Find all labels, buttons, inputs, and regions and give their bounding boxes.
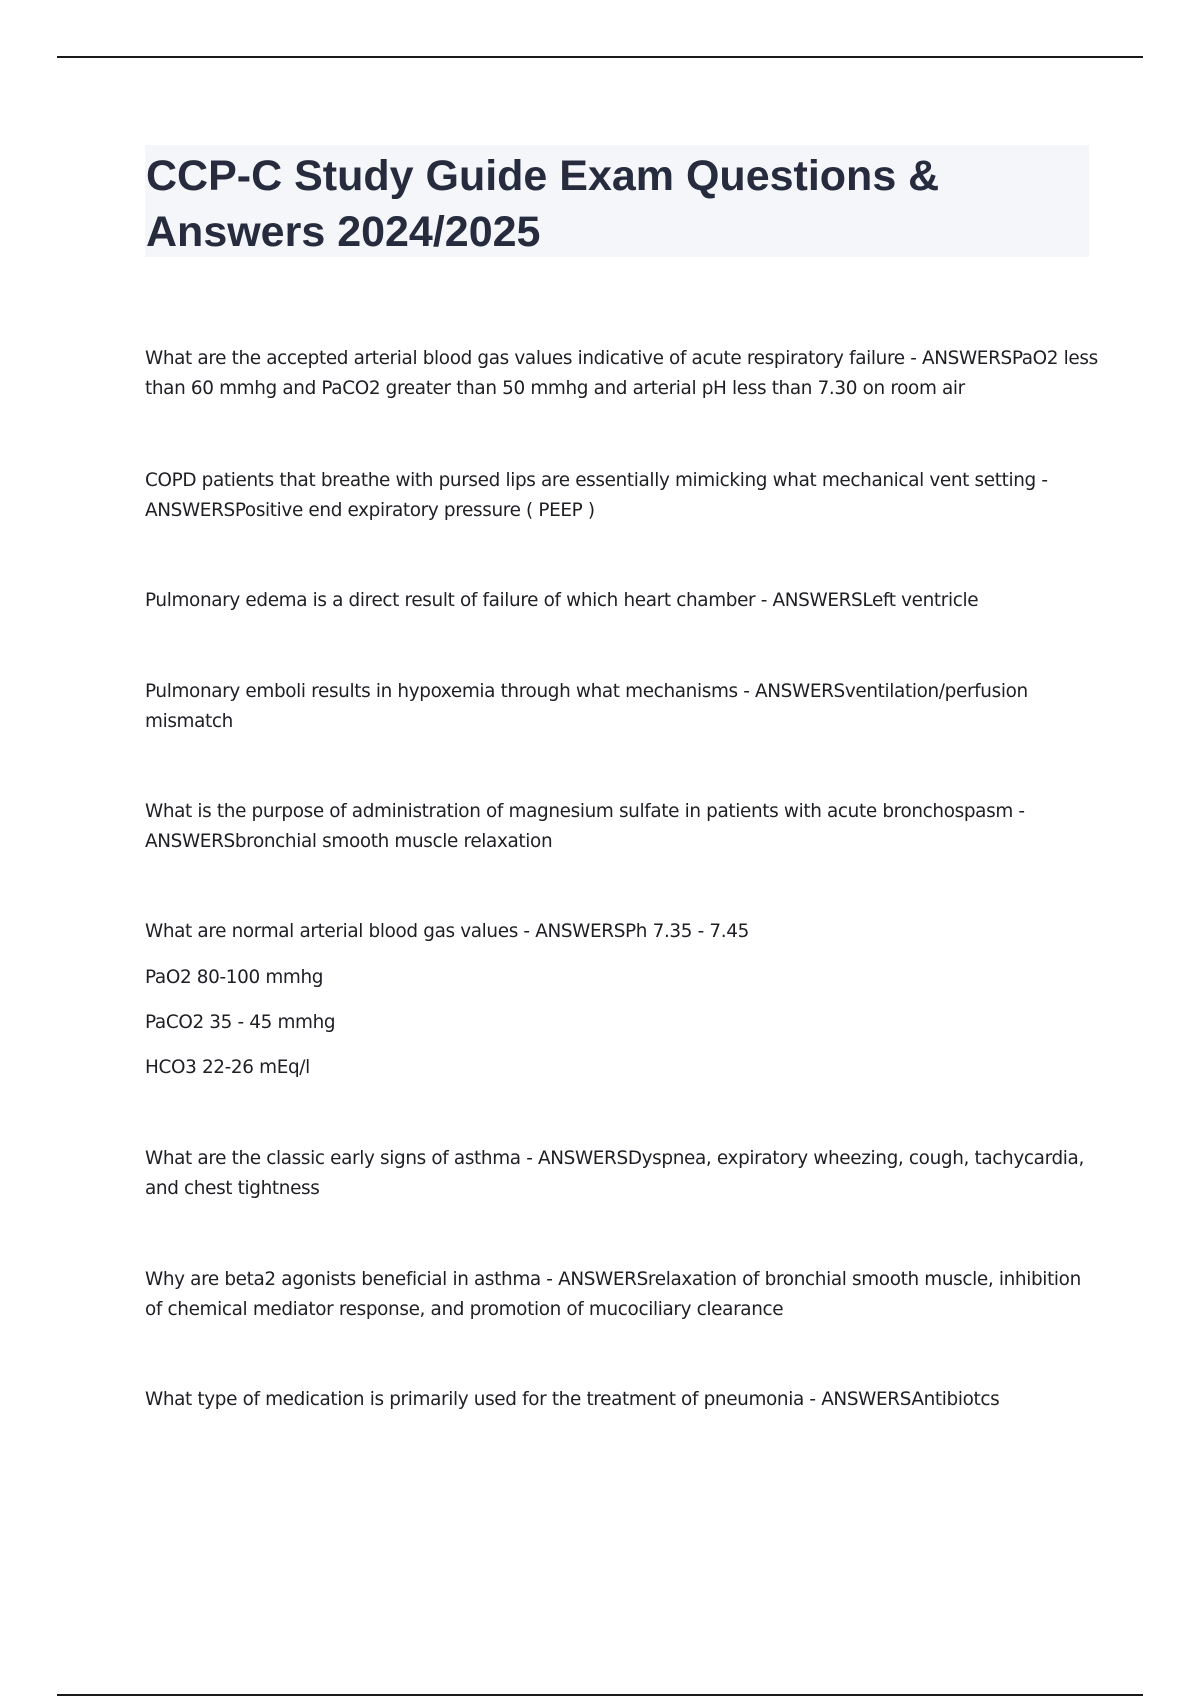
qa-item-8: [145, 1265, 1100, 1325]
qa-item-7: [145, 1144, 1100, 1204]
answer-marker: - ANSWERS: [540, 1269, 648, 1290]
answer-text: bronchial smooth muscle relaxation: [234, 831, 553, 852]
page-title: CCP-C Study Guide Exam Questions & Answers 2024/2025: [146, 152, 940, 256]
abg-line-pao2: PaO2 80-100 mmhg: [145, 967, 324, 988]
qa-item-2: [145, 466, 1100, 526]
answer-marker: - ANSWERS: [145, 470, 1054, 521]
answer-text: Ph 7.35 - 7.45: [625, 921, 749, 942]
bottom-rule: [57, 1694, 1143, 1696]
answer-marker: - ANSWERS: [803, 1389, 912, 1410]
question-text: What are normal arterial blood gas values: [145, 921, 518, 942]
question-text: COPD patients that breathe with pursed lips are essentially mimicking what mechanical vent setting: [145, 470, 1036, 491]
abg-line-hco3: HCO3 22-26 mEq/l: [145, 1057, 310, 1078]
answer-marker: - ANSWERS: [520, 1148, 628, 1169]
abg-line-paco2: PaCO2 35 - 45 mmhg: [145, 1012, 336, 1033]
qa-item-1: [145, 344, 1104, 404]
answer-text: ventilation/perfusion mismatch: [145, 681, 1034, 732]
question-text: What is the purpose of administration of magnesium sulfate in patients with acute bronchospasm: [145, 801, 1013, 822]
answer-text: Dyspnea, expiratory wheezing, cough, tachycardia, and chest tightness: [145, 1148, 1090, 1199]
question-text: What are the accepted arterial blood gas values indicative of acute respiratory failure: [145, 348, 905, 369]
qa-item-4: [145, 677, 1100, 737]
question-text: Why are beta2 agonists beneficial in asthma: [145, 1269, 541, 1290]
answer-text: Antibiotcs: [911, 1389, 1000, 1410]
qa-item-3: [145, 586, 1100, 616]
answer-marker: - ANSWERS: [904, 348, 1012, 369]
answer-marker: - ANSWERS: [737, 681, 845, 702]
answer-text: Left ventricle: [862, 590, 979, 611]
answer-marker: - ANSWERS: [145, 801, 1031, 852]
answer-text: relaxation of bronchial smooth muscle, inhibition of chemical mediator response, and promotion of mucociliary clearance: [145, 1269, 1087, 1320]
answer-marker: - ANSWERS: [517, 921, 626, 942]
answer-text: PaO2 less than 60 mmhg and PaCO2 greater than 50 mmhg and arterial pH less than 7.30 on room air: [145, 348, 1104, 399]
answer-marker: - ANSWERS: [755, 590, 863, 611]
answer-text: Positive end expiratory pressure ( PEEP ): [234, 500, 595, 521]
question-text: Pulmonary edema is a direct result of failure of which heart chamber: [145, 590, 756, 611]
top-rule: [57, 56, 1143, 58]
qa-item-5: [145, 797, 1100, 857]
qa-item-9: [145, 1385, 1100, 1415]
question-text: What type of medication is primarily used for the treatment of pneumonia: [145, 1389, 804, 1410]
question-text: Pulmonary emboli results in hypoxemia through what mechanisms: [145, 681, 738, 702]
qa-item-6: [145, 917, 1100, 947]
question-text: What are the classic early signs of asthma: [145, 1148, 521, 1169]
